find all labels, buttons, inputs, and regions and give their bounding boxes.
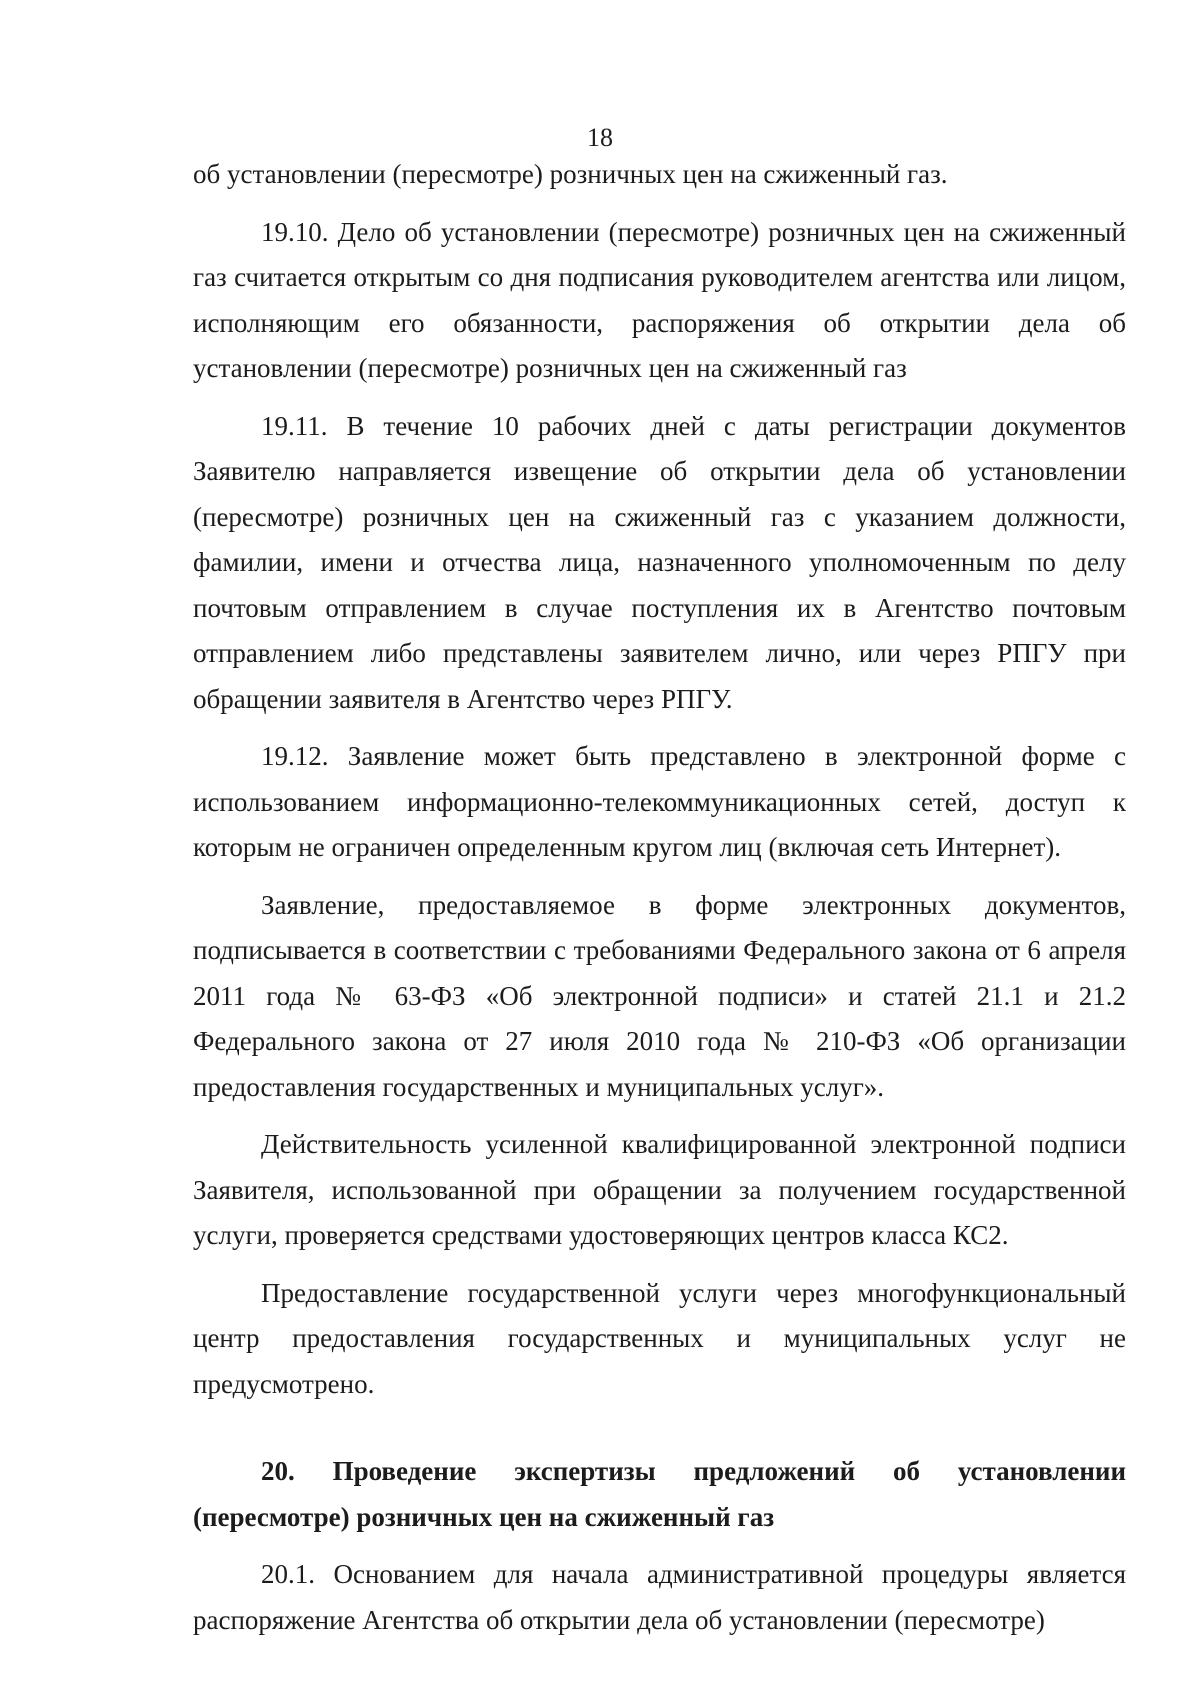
paragraph-signature-validity: Действительность усиленной квалифицированной электронной подписи Заявителя, использованной при обращении за получением государственной услуги, проверяется средствами удостоверяющих центров класса КС2. xyxy=(193,1129,1126,1250)
paragraph-mfc: Предоставление государственной услуги через многофункциональный центр предоставления государственных и муниципальных услуг не предусмотрено. xyxy=(193,1277,1126,1399)
section-number: 20. xyxy=(261,1456,295,1486)
document-body xyxy=(193,152,1126,1643)
paragraph-20-1: 20.1. Основанием для начала административной процедуры является распоряжение Агентства об открытии дела об установлении (пересмотре) xyxy=(193,1559,1126,1635)
paragraph-electronic-signature: Заявление, предоставляемое в форме электронных документов, подписывается в соответствии с требованиями Федерального закона от 6 апреля 2011 года № 63-ФЗ «Об электронной подписи» и статей 21.1 и 21.2 Федерального закона от 27 июля 2010 года № 210-ФЗ «Об организации предоставления государственных и муниципальных услуг». xyxy=(193,889,1126,1102)
page-number: 18 xyxy=(587,123,613,152)
paragraph-19-10: 19.10. Дело об установлении (пересмотре) розничных цен на сжиженный газ считается открытым со дня подписания руководителем агентства или лицом, исполняющим его обязанности, распоряжения об открытии дела об установлении (пересмотре) розничных цен на сжиженный газ xyxy=(193,216,1126,383)
paragraph-19-11: 19.11. В течение 10 рабочих дней с даты регистрации документов Заявителю направляется извещение об открытии дела об установлении (пересмотре) розничных цен на сжиженный газ с указанием должности, фамилии, имени и отчества лица, назначенного уполномоченным по делу почтовым отправлением в случае поступления их в Агентство почтовым отправлением либо представлены заявителем лично, или через РПГУ при обращении заявителя в Агентство через РПГУ. xyxy=(193,410,1126,714)
section-heading-20 xyxy=(193,1449,1126,1540)
paragraph-continuation: об установлении (пересмотре) розничных цен на сжиженный газ. xyxy=(193,159,948,189)
paragraph-19-12: 19.12. Заявление может быть представлено в электронной форме с использованием информационно-телекоммуникационных сетей, доступ к которым не ограничен определенным кругом лиц (включая сеть Интернет). xyxy=(193,741,1126,862)
section-title: Проведение экспертизы предложений об установлении (пересмотре) розничных цен на сжиженный газ xyxy=(193,1456,1126,1532)
